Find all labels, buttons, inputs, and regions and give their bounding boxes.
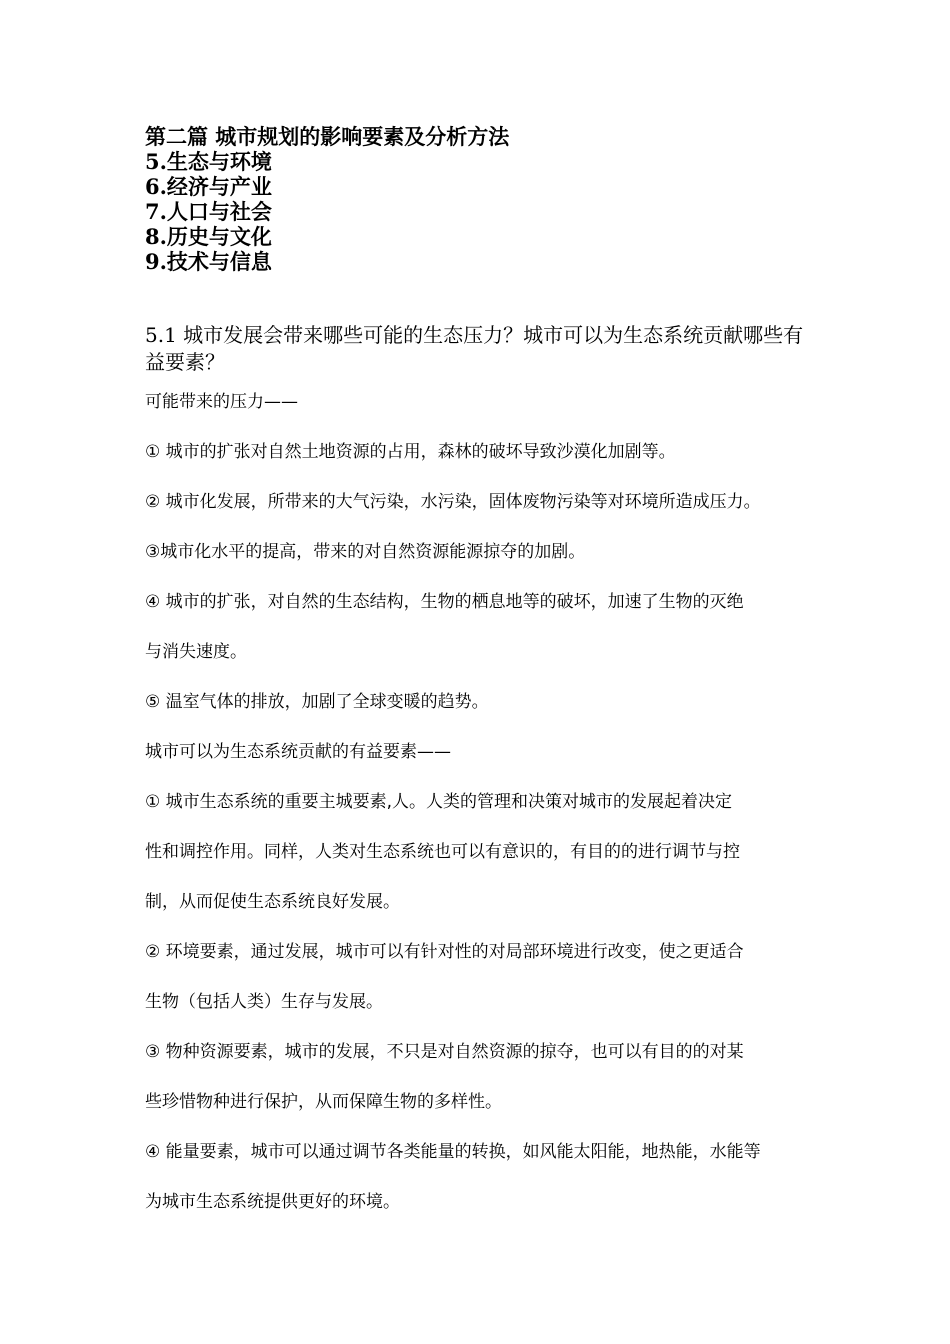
paragraph-line: 制，从而促使生态系统良好发展。 (145, 892, 400, 912)
paragraph-line: 为城市生态系统提供更好的环境。 (145, 1192, 400, 1212)
paragraph-line: ⑤ 温室气体的排放，加剧了全球变暖的趋势。 (145, 692, 489, 712)
section-item: 9.技术与信息 (145, 249, 272, 274)
section-item: 6.经济与产业 (145, 174, 272, 199)
question-text: 5.1 城市发展会带来哪些可能的生态压力？城市可以为生态系统贡献哪些有益要素？ (145, 323, 804, 374)
paragraph-line: ③城市化水平的提高，带来的对自然资源能源掠夺的加剧。 (145, 542, 586, 562)
chapter-title: 第二篇 城市规划的影响要素及分析方法 (145, 124, 510, 149)
paragraph-line: ② 城市化发展，所带来的大气污染，水污染，固体废物污染等对环境所造成压力。 (145, 492, 761, 512)
chapter-heading (145, 124, 825, 274)
paragraph-line: ③ 物种资源要素，城市的发展，不只是对自然资源的掠夺，也可以有目的的对某 (145, 1042, 744, 1062)
subheading-benefits: 城市可以为生态系统贡献的有益要素—— (145, 742, 451, 762)
paragraph-line: ① 城市的扩张对自然土地资源的占用，森林的破坏导致沙漠化加剧等。 (145, 442, 676, 462)
paragraph-line: 与消失速度。 (145, 642, 247, 662)
section-item: 5.生态与环境 (145, 149, 272, 174)
paragraph-line: ① 城市生态系统的重要主城要素,人。人类的管理和决策对城市的发展起着决定 (145, 792, 733, 812)
subheading-pressures: 可能带来的压力—— (145, 392, 298, 412)
paragraph-line: ④ 城市的扩张，对自然的生态结构，生物的栖息地等的破坏，加速了生物的灭绝 (145, 592, 744, 612)
paragraph-line: ④ 能量要素，城市可以通过调节各类能量的转换，如风能太阳能，地热能，水能等 (145, 1142, 761, 1162)
paragraph-line: 生物（包括人类）生存与发展。 (145, 992, 383, 1012)
paragraph-line: 些珍惜物种进行保护，从而保障生物的多样性。 (145, 1092, 502, 1112)
paragraph-line: 性和调控作用。同样，人类对生态系统也可以有意识的，有目的的进行调节与控 (145, 842, 740, 862)
paragraph-line: ② 环境要素，通过发展，城市可以有针对性的对局部环境进行改变，使之更适合 (145, 942, 744, 962)
section-item: 7.人口与社会 (145, 199, 272, 224)
section-item: 8.历史与文化 (145, 224, 272, 249)
